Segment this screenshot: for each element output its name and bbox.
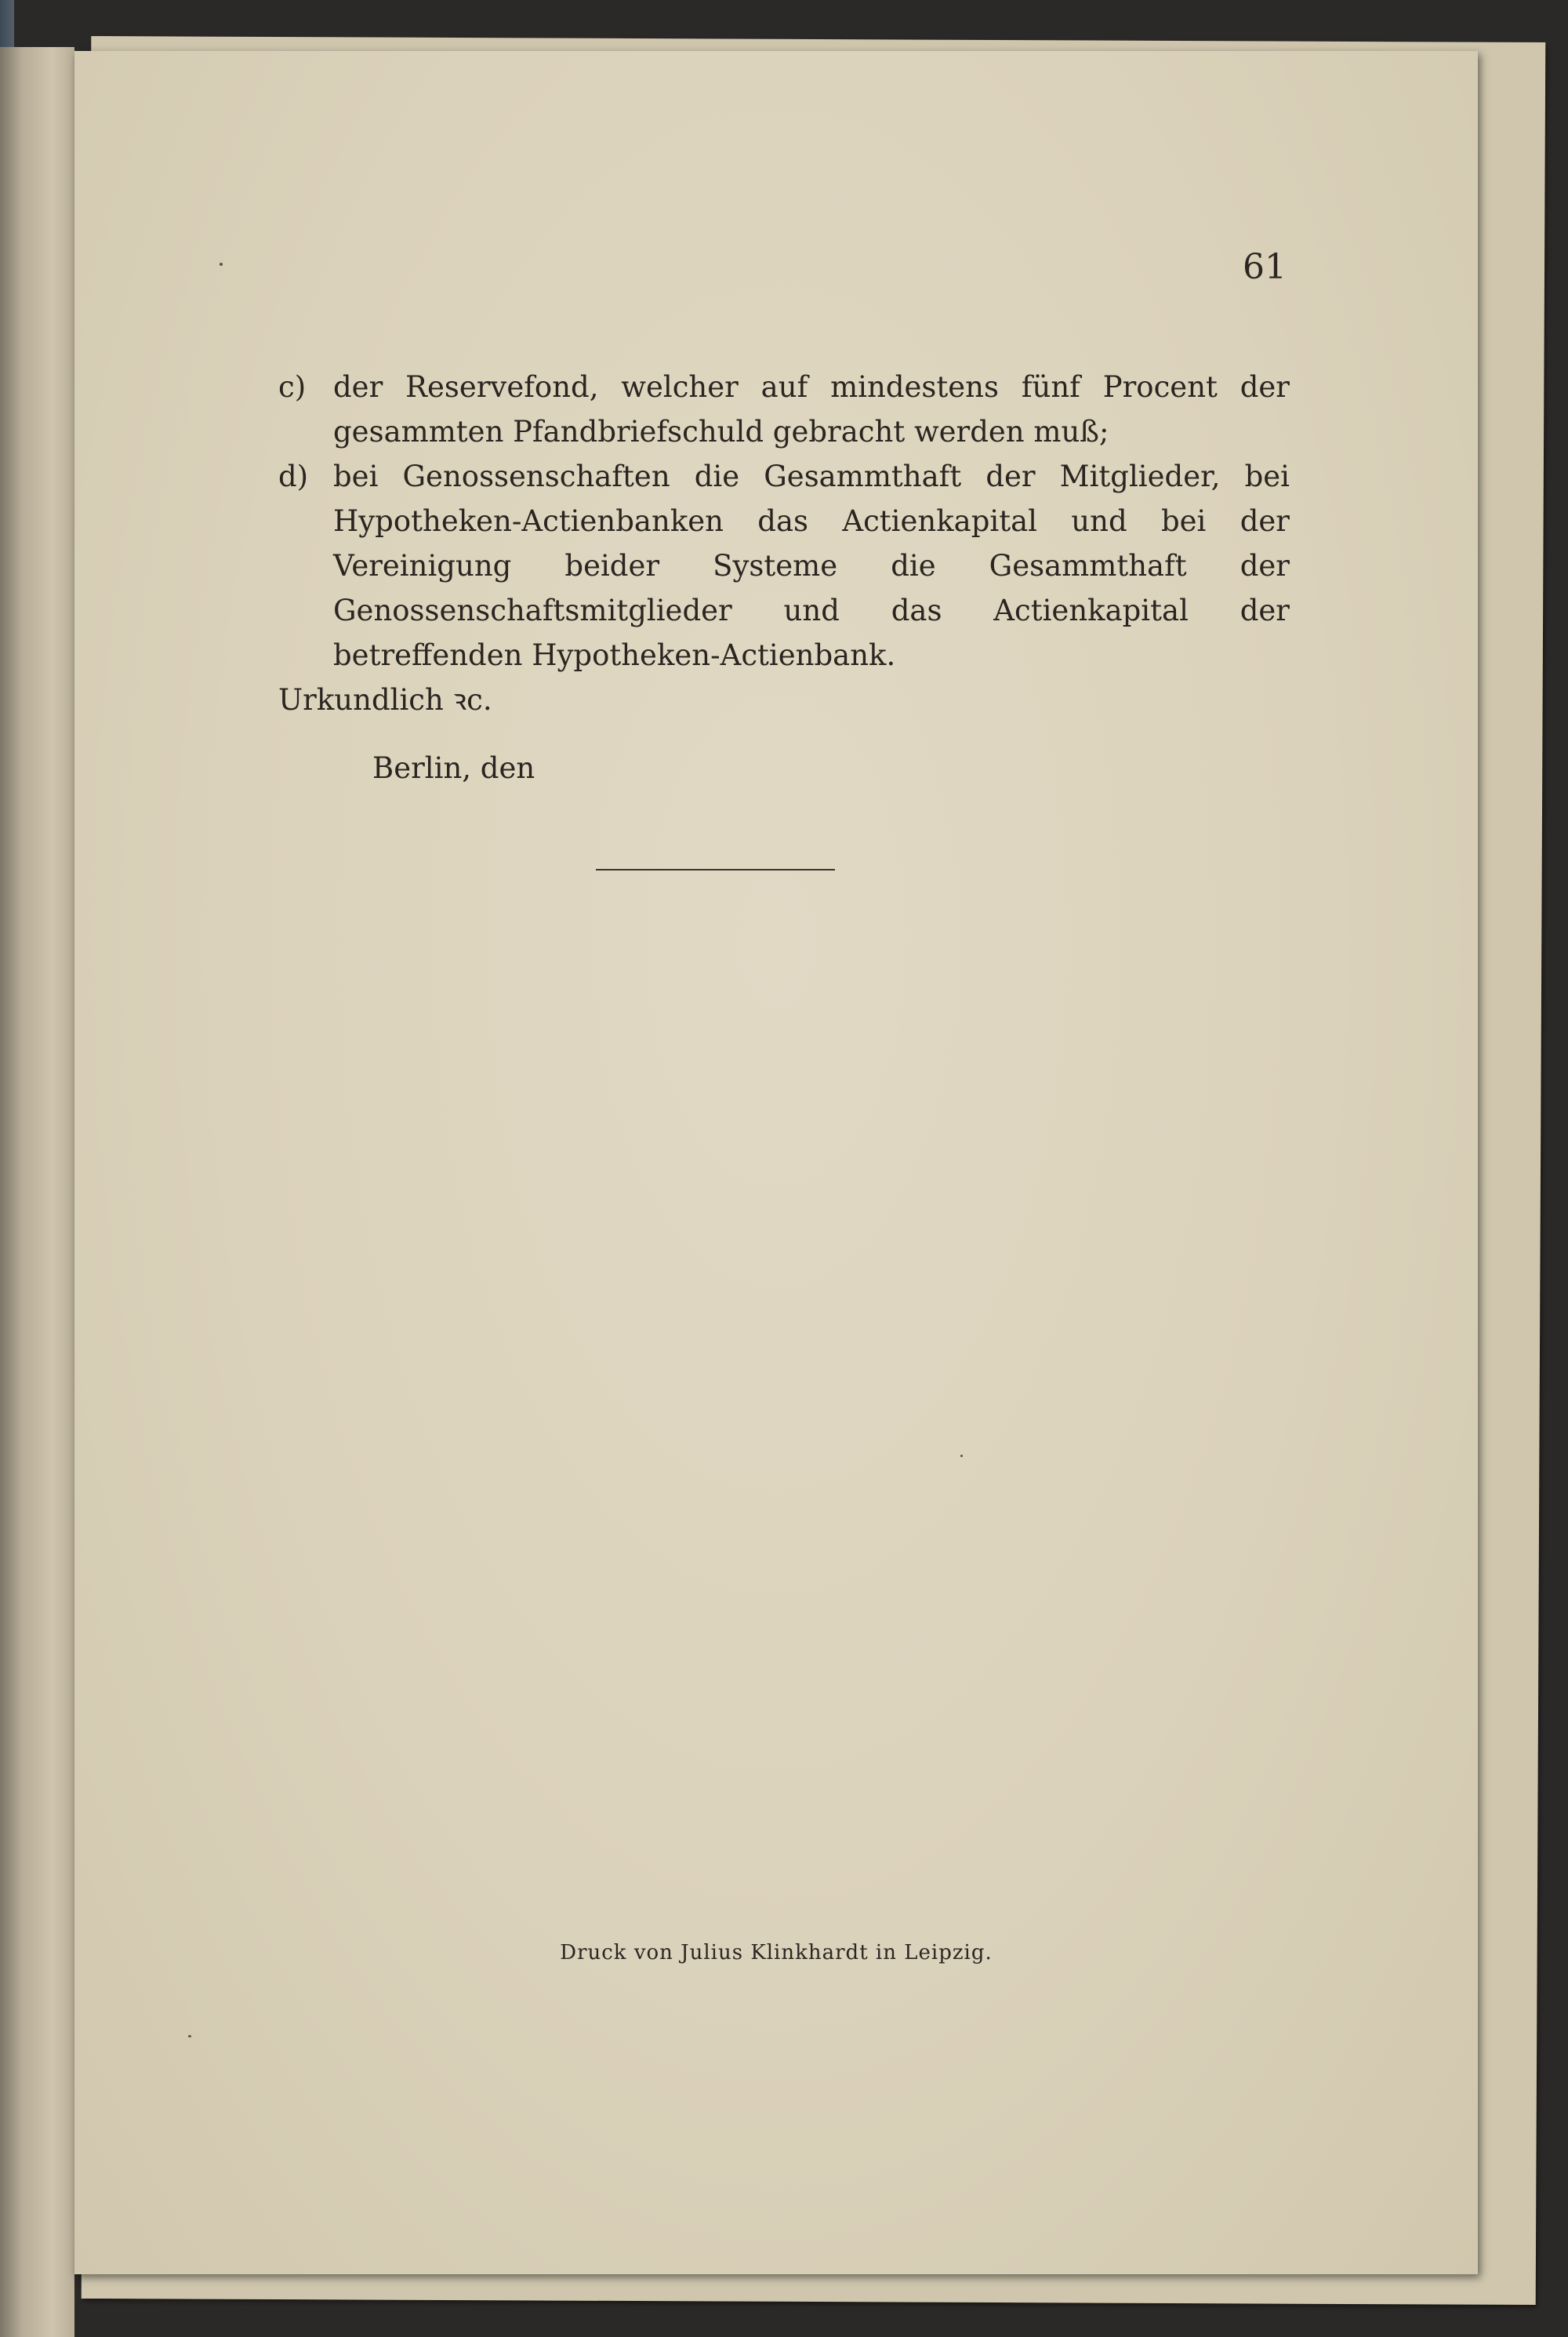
paper-speck xyxy=(960,1455,963,1457)
item-text: bei Genossenschaften die Gesammthaft der Mitglieder, bei Hypotheken-Actienbanken das Actienkapital und bei der Vereinigung beider Systeme die Gesammthaft der Genossenschaftsmitglieder und das Actienkapital der betreffenden Hypotheken-Actienbank. xyxy=(333,460,1290,672)
body-text xyxy=(278,365,1290,791)
item-label: c) xyxy=(278,370,307,404)
facing-page-edge xyxy=(0,47,74,2337)
item-label: d) xyxy=(278,460,309,493)
paper-speck xyxy=(220,263,223,266)
place-date-line: Berlin, den xyxy=(372,751,535,785)
closing-formula: Urkundlich ꝛc. xyxy=(278,683,492,717)
section-rule xyxy=(596,869,835,870)
paper-speck xyxy=(188,2035,191,2037)
list-item xyxy=(278,454,1290,678)
list-item xyxy=(278,365,1290,454)
page-sheet: 61 c) der Reservefond, welcher auf mindestens fünf Procent der gesammten Pfandbriefschuld gebracht werden muß; d) bei Genossenschaften die Gesammthaft der Mitglieder, bei Hypotheken-Actienbanken das Actienkapital und bei der Vereinigung beider Systeme die Gesammthaft der Genossenschaftsmitglieder und das Actienkapital der betreffenden Hypotheken-Actienbank. Urkundlich ꝛc. Berlin, den Druck von Julius Klinkhardt in Leipzig. xyxy=(74,51,1478,2274)
printer-imprint: Druck von Julius Klinkhardt in Leipzig. xyxy=(560,1941,993,1964)
item-text: der Reservefond, welcher auf mindestens fünf Procent der gesammten Pfandbriefschuld gebracht werden muß; xyxy=(333,370,1290,449)
